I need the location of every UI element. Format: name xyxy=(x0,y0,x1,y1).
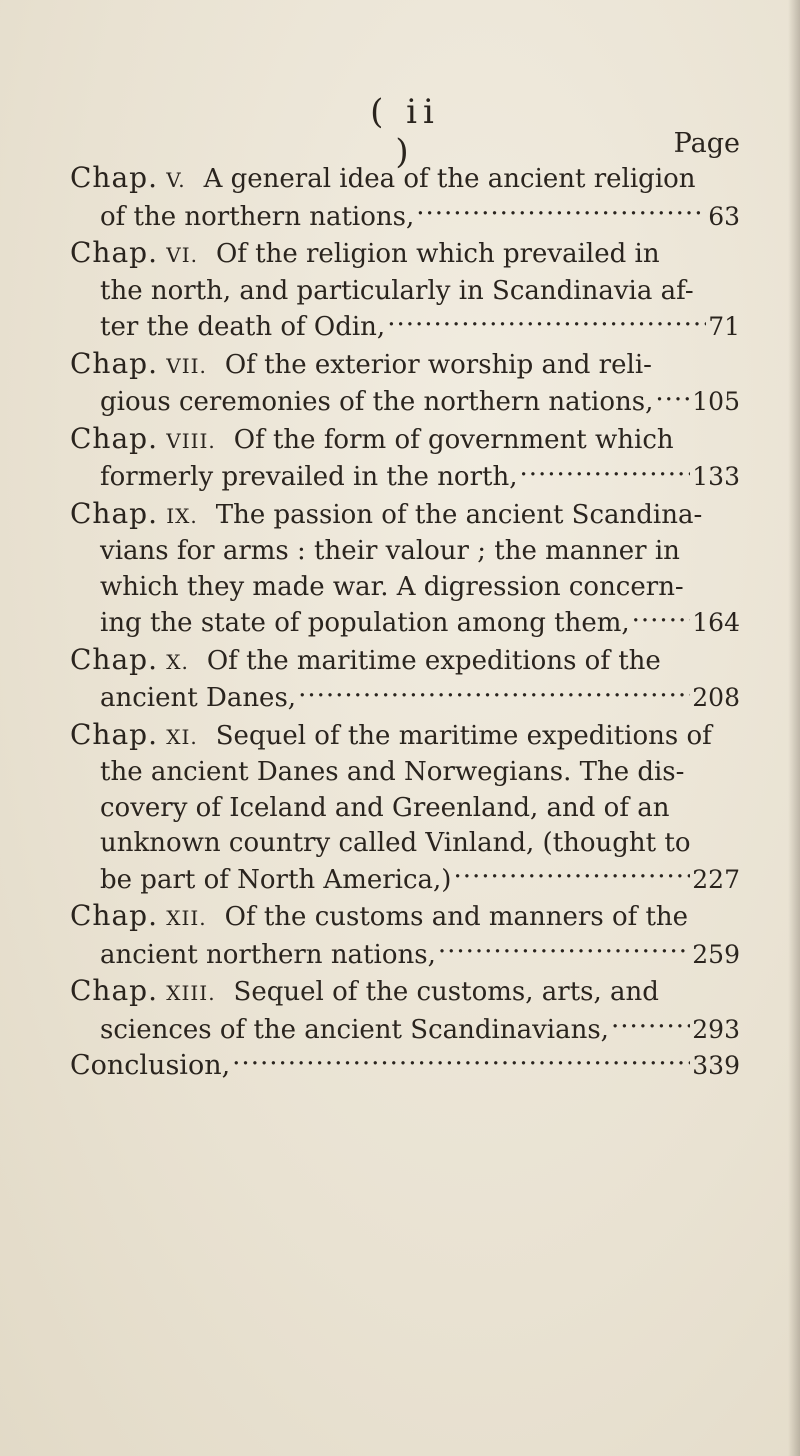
page-number: 105 xyxy=(692,387,740,416)
chapter-title-line: formerly prevailed in the north, xyxy=(100,462,518,492)
toc-entry-line xyxy=(70,862,740,899)
toc-entry xyxy=(70,717,740,899)
chapter-number: VIII. xyxy=(166,428,216,453)
dot-leader xyxy=(453,866,690,888)
page-number: 164 xyxy=(692,608,740,637)
chapter-number: IX. xyxy=(166,503,198,528)
chapter-title-line: ancient Danes, xyxy=(100,683,297,713)
page-number: 259 xyxy=(692,939,740,969)
chapter-label: Chap. xyxy=(70,346,158,380)
chapter-title-line: Of the maritime expeditions of the xyxy=(206,645,661,676)
toc-entry-line xyxy=(70,459,740,496)
chapter-number: XI. xyxy=(166,724,198,749)
chapter-label: Chap. xyxy=(70,642,158,676)
dot-leader xyxy=(632,609,691,631)
chapter-label: Chap. xyxy=(70,974,158,1007)
toc-entry-line xyxy=(70,642,740,681)
page-number: 71 xyxy=(708,312,740,341)
chapter-title-line: Of the exterior worship and reli- xyxy=(224,349,652,380)
chapter-label: Chap. xyxy=(70,496,158,530)
chapter-label: Chap. xyxy=(70,236,158,269)
toc-entry-line xyxy=(70,274,740,310)
page-number: 208 xyxy=(692,683,740,712)
chapter-title-line: Sequel of the customs, arts, and xyxy=(233,977,659,1007)
toc-entry xyxy=(70,235,740,346)
chapter-title-line: be part of North America,) xyxy=(100,864,452,895)
toc-entry-line xyxy=(70,717,740,756)
toc-entry-conclusion xyxy=(70,1048,740,1084)
dot-leader xyxy=(232,1052,690,1074)
chapter-title-line: ancient northern nations, xyxy=(100,939,436,970)
toc-entry xyxy=(70,346,740,421)
chapter-number: VII. xyxy=(166,353,207,378)
chapter-title-line: The passion of the ancient Scandina- xyxy=(215,499,703,530)
toc-entry-line xyxy=(70,898,740,937)
toc-entry-line xyxy=(70,605,740,642)
chapter-title-line: sciences of the ancient Scandinavians, xyxy=(100,1014,609,1045)
toc-entry-line xyxy=(70,235,740,274)
chapter-title-line: Of the form of government which xyxy=(233,424,674,455)
toc-entry-line xyxy=(70,680,740,717)
chapter-number: XIII. xyxy=(166,981,216,1005)
chapter-label: Chap. xyxy=(70,161,158,194)
dot-leader xyxy=(438,941,690,963)
toc-entry-line xyxy=(70,973,740,1012)
toc-entry-line xyxy=(70,199,740,236)
toc-entry xyxy=(70,160,740,235)
chapter-title-line: covery of Iceland and Greenland, and of an xyxy=(100,792,670,823)
chapter-label: Chap. xyxy=(70,421,158,455)
chapter-title-line: which they made war. A digression concern- xyxy=(100,571,684,602)
page-number: 133 xyxy=(692,462,740,491)
toc-entry-line xyxy=(70,384,740,421)
toc-entry-line xyxy=(70,937,740,974)
toc-entry-line xyxy=(70,1048,740,1084)
page-edge-shadow xyxy=(788,0,800,1456)
toc-entry-line xyxy=(70,1012,740,1049)
toc-entry-line xyxy=(70,791,740,827)
chapter-label: Chap. xyxy=(70,899,158,932)
toc-entry-line xyxy=(70,346,740,385)
toc-entry xyxy=(70,642,740,717)
page-column-header: Page xyxy=(673,128,740,159)
chapter-number: VI. xyxy=(166,243,198,267)
chapter-title-line: ing the state of population among them, xyxy=(100,608,630,638)
chapter-number: X. xyxy=(166,649,189,674)
toc-entry xyxy=(70,973,740,1048)
dot-leader xyxy=(611,1016,690,1038)
chapter-title-line: gious ceremonies of the northern nations, xyxy=(100,387,654,417)
toc-entry-line xyxy=(70,309,740,346)
toc-entry-line xyxy=(70,421,740,460)
dot-leader xyxy=(298,684,690,706)
dot-leader xyxy=(416,203,706,225)
page-number: 339 xyxy=(692,1051,740,1080)
toc-entry-line xyxy=(70,826,740,862)
page-number: 293 xyxy=(692,1014,740,1044)
chapter-title-line: ter the death of Odin, xyxy=(100,312,386,342)
chapter-title-line: of the northern nations, xyxy=(100,201,415,232)
dot-leader xyxy=(387,313,706,335)
toc-entry-line xyxy=(70,534,740,570)
chapter-title-line: Of the customs and manners of the xyxy=(224,902,689,932)
toc-entry-line xyxy=(70,755,740,791)
toc-entry-line xyxy=(70,496,740,535)
chapter-label: Chap. xyxy=(70,717,158,751)
chapter-title-line: the north, and particularly in Scandinavia af- xyxy=(100,275,694,306)
toc-entry xyxy=(70,421,740,496)
dot-leader xyxy=(519,463,690,485)
table-of-contents xyxy=(70,160,740,1084)
toc-entry xyxy=(70,496,740,642)
chapter-title-line: the ancient Danes and Norwegians. The dis- xyxy=(100,757,685,787)
chapter-number: V. xyxy=(166,168,186,192)
chapter-title-line: vians for arms : their valour ; the manner in xyxy=(100,536,680,566)
page-number: 63 xyxy=(708,201,740,231)
toc-entry-line xyxy=(70,570,740,606)
toc-entry xyxy=(70,898,740,973)
chapter-number: XII. xyxy=(166,906,207,930)
chapter-title-line: unknown country called Vinland, (thought to xyxy=(100,828,691,858)
chapter-title-line: Of the religion which prevailed in xyxy=(215,239,660,269)
chapter-title-line: Sequel of the maritime expeditions of xyxy=(215,720,712,751)
page-number: 227 xyxy=(692,864,740,894)
chapter-title-line: A general idea of the ancient religion xyxy=(203,164,696,194)
folio-number: ( ii ) xyxy=(370,92,440,172)
toc-entry-line xyxy=(70,160,740,199)
conclusion-label: Conclusion, xyxy=(70,1050,231,1081)
dot-leader xyxy=(655,388,690,410)
